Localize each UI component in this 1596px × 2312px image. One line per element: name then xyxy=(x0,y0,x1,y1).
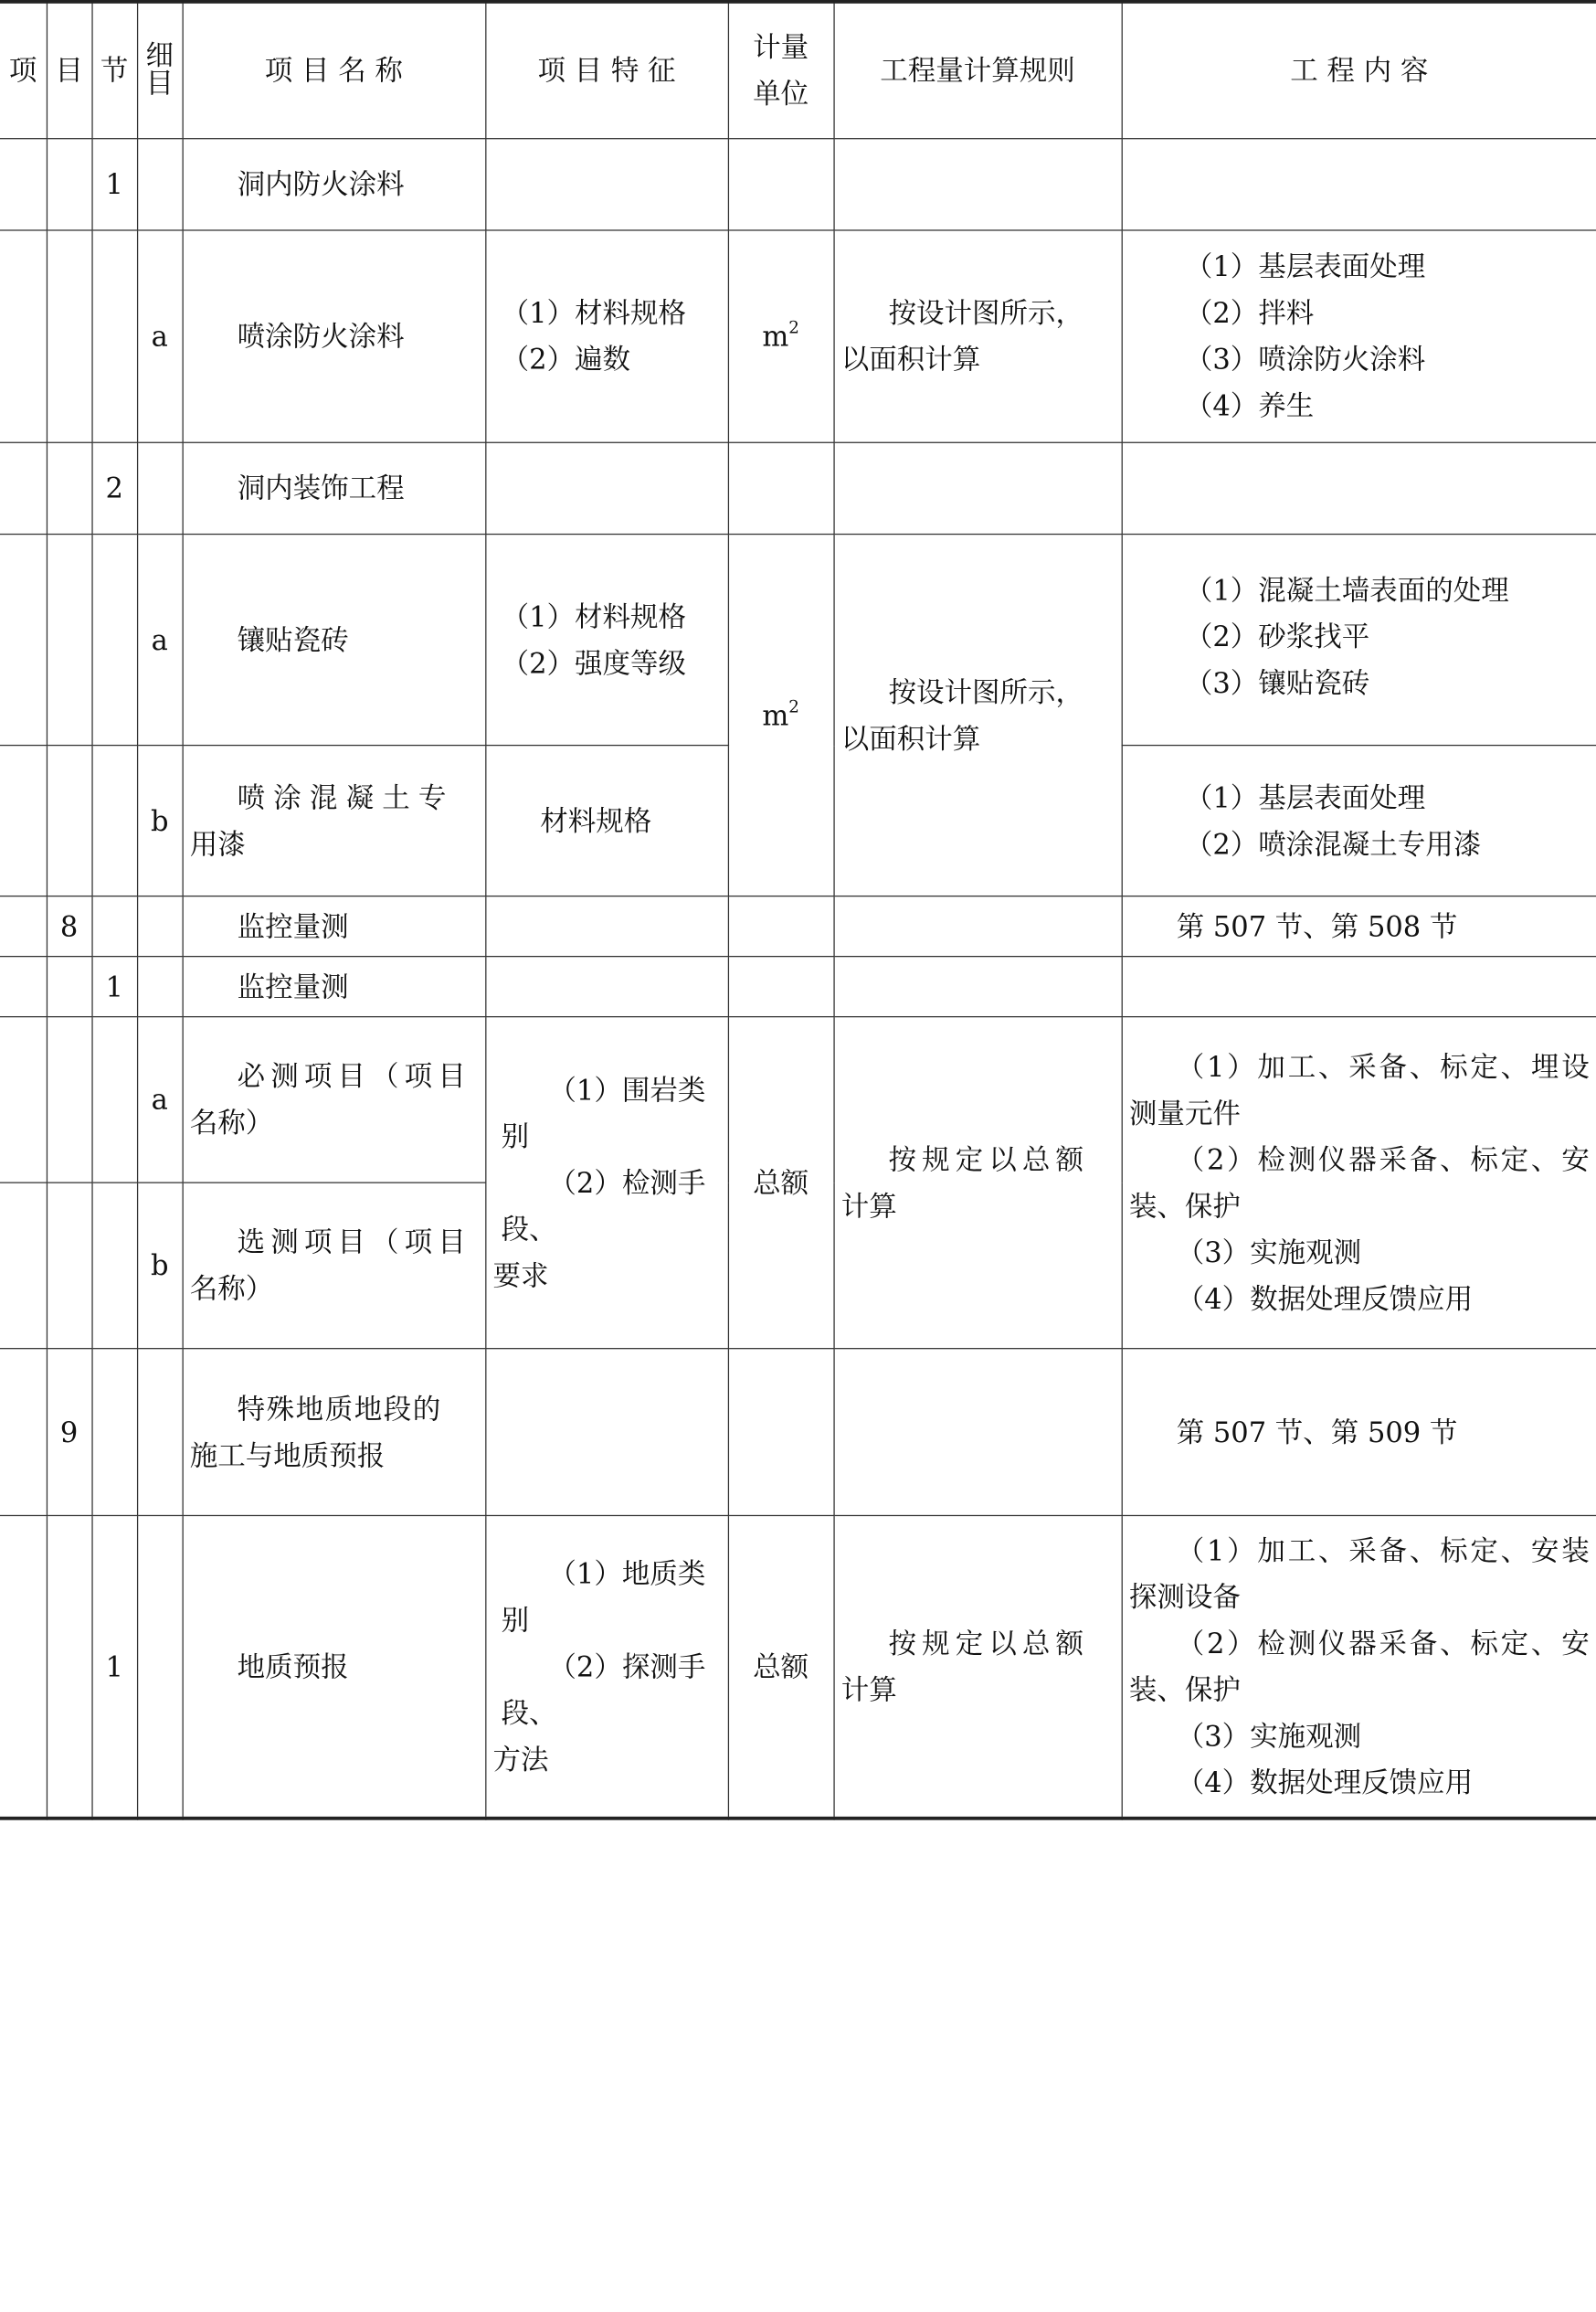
name-line: 特殊地质地段的 xyxy=(237,1392,442,1426)
cell-name xyxy=(183,1017,486,1183)
content-line: （4）养生 xyxy=(1184,389,1315,423)
header-name: 项 目 名 称 xyxy=(183,2,486,139)
rule-line: 按规定以总额 xyxy=(888,1627,1090,1660)
rule-line: 按设计图所示， xyxy=(888,296,1084,330)
content-line: （2）检测仪器采备、标定、安 xyxy=(1176,1627,1590,1660)
header-unit-line2: 单位 xyxy=(753,78,809,111)
feature-line: （1）材料规格 xyxy=(501,599,687,633)
rule-line: 计算 xyxy=(840,1189,897,1223)
name-line: 用漆 xyxy=(189,827,246,861)
content-line: 装、保护 xyxy=(1128,1673,1241,1706)
feature-line: （1）围岩类别 xyxy=(501,1073,706,1153)
content-line: （2）检测仪器采备、标定、安 xyxy=(1176,1142,1590,1176)
cell-mu: 9 xyxy=(47,1349,92,1516)
name-line: 名称） xyxy=(189,1107,274,1140)
cell-name xyxy=(183,1183,486,1349)
cell-ximu: a xyxy=(137,230,183,442)
cell-rule xyxy=(833,230,1121,442)
feature-line: （2）强度等级 xyxy=(501,646,687,680)
cell-name: 监控量测 xyxy=(183,896,486,957)
cell-jie: 2 xyxy=(91,442,137,534)
cell-content xyxy=(1122,230,1596,442)
name-line: 喷涂混凝土专 xyxy=(237,780,455,814)
content-line: （3）镶贴瓷砖 xyxy=(1184,666,1370,700)
name-line: 必测项目（项目 xyxy=(237,1060,471,1093)
cell-unit: 总额 xyxy=(728,1017,834,1349)
cell-rule xyxy=(833,535,1121,896)
cell-rule xyxy=(833,1515,1121,1818)
cell-name: 地质预报 xyxy=(183,1515,486,1818)
table-row xyxy=(0,1515,1596,1818)
cell-unit: 总额 xyxy=(728,1515,834,1818)
content-line: 装、保护 xyxy=(1128,1189,1241,1223)
feature-line: （2）遍数 xyxy=(501,343,631,376)
table-row xyxy=(0,139,1596,230)
content-line: （1）加工、采备、标定、安装 xyxy=(1176,1533,1590,1567)
content-line: （1）基层表面处理 xyxy=(1184,780,1426,814)
name-line: 选测项目（项目 xyxy=(237,1225,471,1259)
content-line: 探测设备 xyxy=(1128,1580,1241,1614)
rule-line: 以面积计算 xyxy=(840,343,981,376)
cell-jie: 1 xyxy=(91,1515,137,1818)
content-line: （1）混凝土墙表面的处理 xyxy=(1184,574,1509,607)
cell-ximu: a xyxy=(137,1017,183,1183)
feature-line: （1）地质类别 xyxy=(501,1557,706,1637)
cell-unit: $m^2$ xyxy=(728,535,834,896)
cell-content xyxy=(1122,1515,1596,1818)
table-row xyxy=(0,442,1596,534)
header-mu: 目 xyxy=(47,2,92,139)
feature-line: （2）探测手段、 xyxy=(501,1649,706,1730)
rule-line: 计算 xyxy=(840,1673,897,1706)
content-line: （2）砂浆找平 xyxy=(1184,620,1370,653)
cell-content xyxy=(1122,746,1596,896)
cell-jie: 1 xyxy=(91,957,137,1017)
content-line: （3）实施观测 xyxy=(1176,1236,1362,1269)
name-line: 名称） xyxy=(189,1272,274,1306)
content-line: （1）加工、采备、标定、埋设 xyxy=(1176,1050,1590,1083)
header-unit-line1: 计量 xyxy=(753,31,809,64)
cell-ximu: b xyxy=(137,1183,183,1349)
header-unit xyxy=(728,2,834,139)
table-row xyxy=(0,1017,1596,1183)
content-line: （4）数据处理反馈应用 xyxy=(1176,1282,1474,1315)
cell-ximu: a xyxy=(137,535,183,746)
table-row xyxy=(0,957,1596,1017)
cell-name xyxy=(183,746,486,896)
cell-feature xyxy=(485,1017,728,1349)
cell-name: 镶贴瓷砖 xyxy=(183,535,486,746)
header-content: 工 程 内 容 xyxy=(1122,2,1596,139)
cell-unit: $m^2$ xyxy=(728,230,834,442)
table-row xyxy=(0,1349,1596,1516)
rule-line: 按规定以总额 xyxy=(888,1142,1090,1176)
cell-jie: 1 xyxy=(91,139,137,230)
header-jie: 节 xyxy=(91,2,137,139)
table-row xyxy=(0,896,1596,957)
header-xiang: 项 xyxy=(0,2,47,139)
header-rule: 工程量计算规则 xyxy=(833,2,1121,139)
cell-content: 第 507 节、第 508 节 xyxy=(1122,896,1596,957)
name-line: 施工与地质预报 xyxy=(189,1438,386,1472)
cell-feature xyxy=(485,535,728,746)
cell-name: 监控量测 xyxy=(183,957,486,1017)
content-line: （1）基层表面处理 xyxy=(1184,250,1426,283)
table-row xyxy=(0,230,1596,442)
rule-line: 以面积计算 xyxy=(840,722,981,755)
content-line: （2）喷涂混凝土专用漆 xyxy=(1184,827,1482,861)
cell-feature xyxy=(485,230,728,442)
cell-feature: 材料规格 xyxy=(485,746,728,896)
header-row xyxy=(0,2,1596,139)
cell-name: 洞内防火涂料 xyxy=(183,139,486,230)
content-line: （3）喷涂防火涂料 xyxy=(1184,343,1426,376)
cell-mu: 8 xyxy=(47,896,92,957)
header-ximu: 细目 xyxy=(137,2,183,139)
feature-line: （1）材料规格 xyxy=(501,296,687,330)
cell-content xyxy=(1122,1017,1596,1349)
cell-name xyxy=(183,1349,486,1516)
content-line: （3）实施观测 xyxy=(1176,1719,1362,1753)
rule-line: 按设计图所示， xyxy=(888,675,1084,708)
cell-rule xyxy=(833,1017,1121,1349)
feature-line: （2）检测手段、 xyxy=(501,1166,706,1246)
content-line: 测量元件 xyxy=(1128,1097,1241,1129)
cell-content xyxy=(1122,535,1596,746)
header-feature: 项 目 特 征 xyxy=(485,2,728,139)
cell-name: 洞内装饰工程 xyxy=(183,442,486,534)
feature-line: 方法 xyxy=(492,1743,549,1776)
cell-content: 第 507 节、第 509 节 xyxy=(1122,1349,1596,1516)
content-line: （2）拌料 xyxy=(1184,296,1315,330)
feature-line: 要求 xyxy=(492,1258,549,1292)
table-row xyxy=(0,535,1596,746)
cell-name: 喷涂防火涂料 xyxy=(183,230,486,442)
cell-ximu: b xyxy=(137,746,183,896)
cell-feature xyxy=(485,1515,728,1818)
content-line: （4）数据处理反馈应用 xyxy=(1176,1766,1474,1799)
